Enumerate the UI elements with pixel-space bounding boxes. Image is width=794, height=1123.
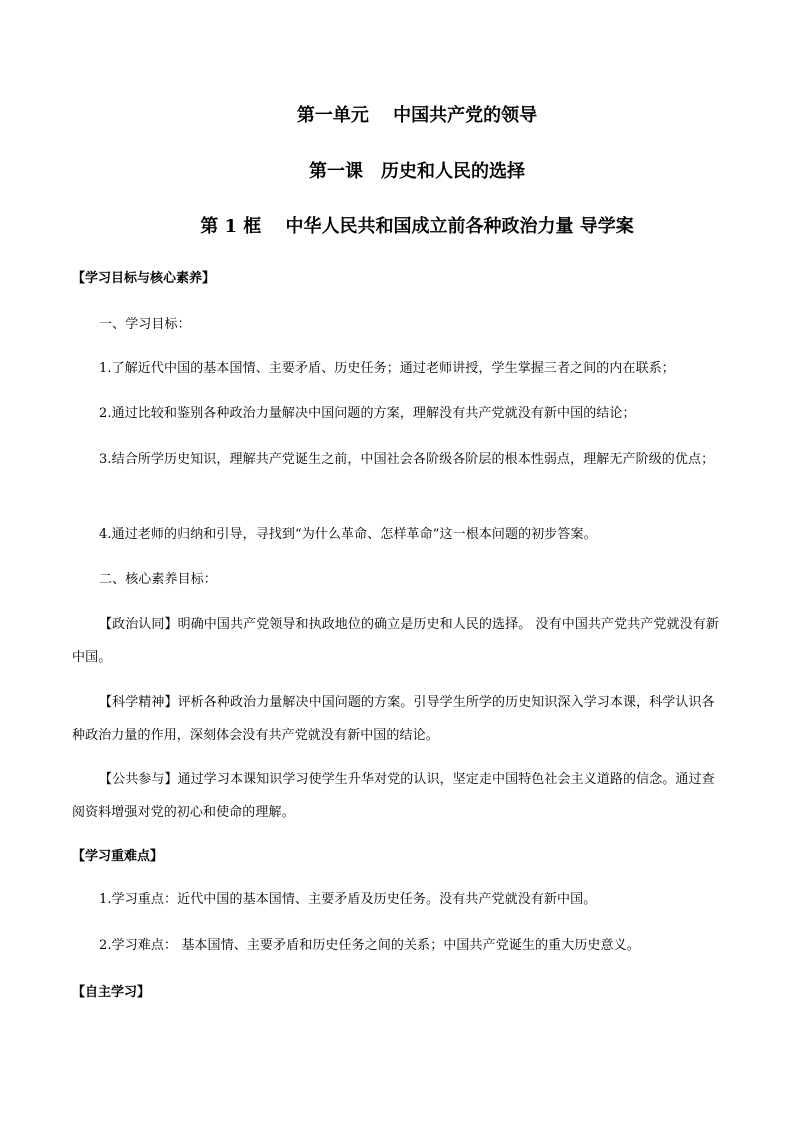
- learning-goal-2: 2.通过比较和鉴别各种政治力量解决中国问题的方案，理解没有共产党就没有新中国的结论；: [99, 406, 636, 421]
- learning-goal-4: 4.通过老师的归纳和引导，寻找到“为什么革命、怎样革命”这一根本问题的初步答案。: [99, 527, 597, 542]
- key-point-2: 2.学习难点： 基本国情、主要矛盾和历史任务之间的关系；中国共产党诞生的重大历史意义。: [99, 938, 640, 953]
- section-title: 第 1 框 中华人民共和国成立前各种政治力量 导学案: [200, 216, 634, 237]
- goals-heading: 【学习目标与核心素养】: [72, 271, 216, 286]
- learning-goals-title: 一、学习目标：: [99, 317, 191, 332]
- key-points-heading: 【学习重难点】: [72, 849, 164, 864]
- learning-goal-1: 1.了解近代中国的基本国情、主要矛盾、历史任务；通过老师讲授，学生掌握三者之间的内在联系；: [99, 361, 675, 376]
- lesson-title: 第一课 历史和人民的选择: [309, 161, 525, 182]
- core-goal-participation: 【公共参与】通过学习本课知识学习使学生升华对党的认识，坚定走中国特色社会主义道路的信念。通过查阅资料增强对党的初心和使命的理解。: [72, 772, 715, 820]
- key-point-1: 1.学习重点：近代中国的基本国情、主要矛盾及历史任务。没有共产党就没有新中国。: [99, 892, 597, 907]
- self-study-heading: 【自主学习】: [72, 985, 151, 1000]
- core-goal-science: 【科学精神】评析各种政治力量解决中国问题的方案。引导学生所学的历史知识深入学习本课，科学认识各种政治力量的作用，深刻体会没有共产党就没有新中国的结论。: [72, 695, 715, 743]
- unit-title: 第一单元 中国共产党的领导: [296, 105, 538, 126]
- learning-goal-3: 3.结合所学历史知识，理解共产党诞生之前，中国社会各阶级各阶层的根本性弱点，理解无产阶级的优点；: [99, 452, 715, 467]
- core-goals-title: 二、核心素养目标：: [99, 572, 217, 587]
- core-goal-political: 【政治认同】明确中国共产党领导和执政地位的确立是历史和人民的选择。 没有中国共产党共产党就没有新中国。: [72, 617, 719, 665]
